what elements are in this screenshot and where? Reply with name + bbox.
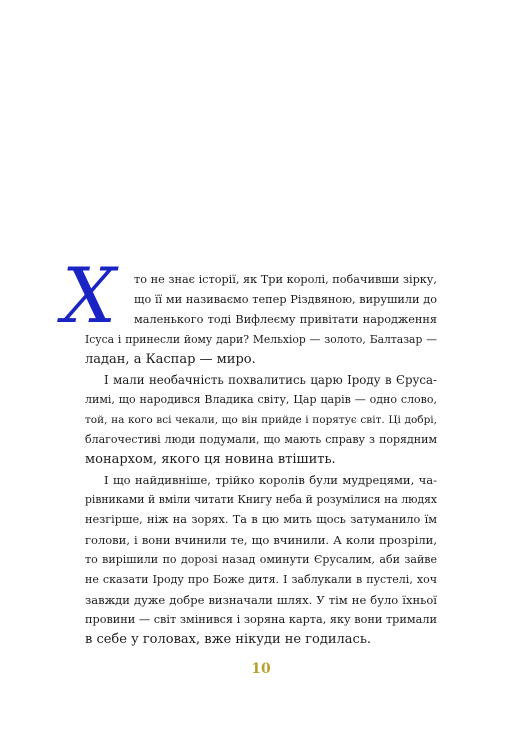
- text-line: завжди дуже добре визначали шлях. У тім не було їхньої: [85, 593, 437, 607]
- text-line: що її ми називаємо тепер Різдвяною, вирушили до: [134, 293, 437, 306]
- text-line: рівниками й вміли читати Книгу неба й розумілися на людях: [85, 493, 437, 506]
- text-line: той, на кого всі чекали, що він прийде і порятує світ. Ці добрі,: [85, 414, 437, 426]
- text-line: монархом, якого ця новина втішить.: [85, 452, 336, 467]
- text-line: в себе у головах, вже нікуди не годилась.: [85, 632, 372, 647]
- text-line: голови, і вони вчинили те, що вчинили. А коли прозріли,: [85, 533, 437, 547]
- page-number: 10: [251, 661, 271, 677]
- text-line: благочестиві люди подумали, що мають справу з порядним: [85, 433, 437, 446]
- text-line: провини — світ змінився і зоряна карта, яку вони тримали: [85, 613, 437, 626]
- text-line: не сказати Іроду про Боже дитя. І заблукали в пустелі, хоч: [85, 573, 437, 586]
- text-line: то вирішили по дорозі назад оминути Єрусалим, аби зайве: [85, 553, 437, 566]
- text-line: лимі, що народився Владика світу, Цар царів — одно слово,: [85, 393, 437, 406]
- text-line: І що найдивніше, трійко королів були мудрецями, ча-: [104, 473, 437, 487]
- text-line: то не знає історії, як Три королі, побачивши зірку,: [134, 273, 437, 286]
- drop-cap: Х: [62, 251, 117, 340]
- text-line: Ісуса і принесли йому дари? Мельхіор — золото, Балтазар —: [85, 333, 437, 346]
- text-line: незгірше, ніж на зорях. Та в цю мить щось затуманило їм: [85, 513, 437, 526]
- text-line: ладан, а Каспар — миро.: [85, 352, 256, 367]
- text-line: маленького тоді Вифлеєму привітати народження: [134, 313, 437, 326]
- text-line: І мали необачність похвалитись царю Іроду в Єруса-: [104, 373, 437, 387]
